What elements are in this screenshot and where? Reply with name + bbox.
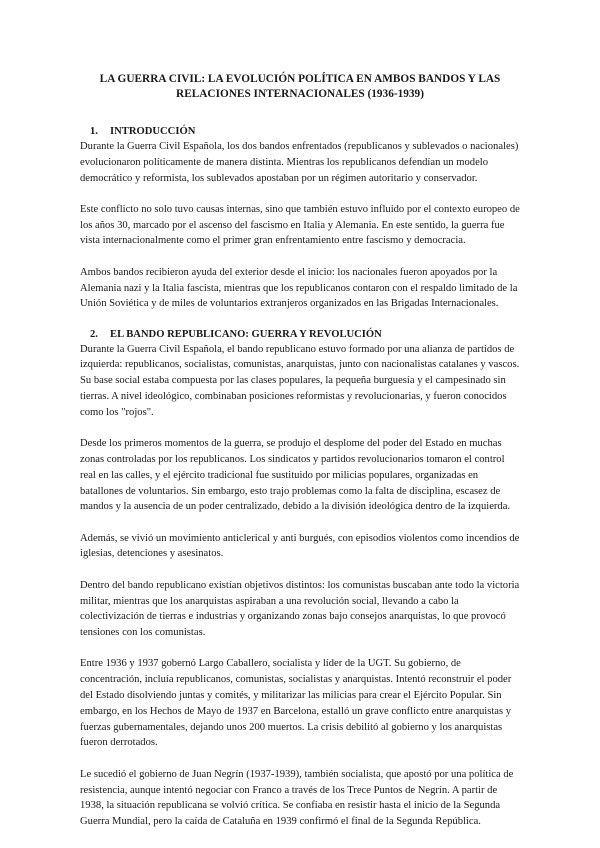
section-title: INTRODUCCIÓN [110, 126, 196, 137]
paragraph: Durante la Guerra Civil Española, los dos bandos enfrentados (republicanos y sublevados o nacionales) evolucionaron políticamente de manera distinta. Mientras los republicanos defendían un modelo democrático y reformista, los sublevados apostaban por un régimen autoritario y conservador. [80, 141, 519, 184]
section-heading [80, 328, 520, 342]
section-introduccion [80, 125, 520, 312]
paragraph: Le sucedió el gobierno de Juan Negrín (1937-1939), también socialista, que apostó por una política de resistencia, aunque intentó negociar con Franco a través de los Trece Puntos de Negrín. A partir de 1938, la situación republicana se volvió crítica. Se confiaba en resistir hasta el inicio de la Segunda Guerra Mundial, pero la caída de Cataluña en 1939 confirmó el final de la Segunda República. [80, 768, 514, 828]
document-title: LA GUERRA CIVIL: LA EVOLUCIÓN POLÍTICA EN AMBOS BANDOS Y LAS RELACIONES INTERNACIONALES (1936-1939) [99, 73, 501, 100]
section-title: EL BANDO REPUBLICANO: GUERRA Y REVOLUCIÓN [110, 328, 382, 340]
paragraph: Desde los primeros momentos de la guerra, se produjo el desplome del poder del Estado en muchas zonas controladas por los republicanos. Los sindicatos y partidos revolucionarios tomaron el control real en las calles, y el ejército tradicional fue sustituido por milicias populares, organizadas en batallones de voluntarios. Sin embargo, esto trajo problemas como la falta de disciplina, escasez de mandos y la ausencia de un poder centralizado, debido a la división ideológica dentro de la izquierda. [80, 438, 511, 513]
section-number: 2. [90, 328, 98, 340]
paragraph: Este conflicto no solo tuvo causas internas, sino que también estuvo influido por el contexto europeo de los años 30, marcado por el ascenso del fascismo en Italia y Alemania. En este sentido, la guerra fue vista internacionalmente como el primer gran enfrentamiento entre fascismo y democracia. [80, 203, 520, 247]
paragraph: Entre 1936 y 1937 gobernó Largo Caballero, socialista y líder de la UGT. Su gobierno, de concentración, incluía republicanos, comunistas, socialistas y anarquistas. Intentó reconstruir el poder del Estado disolviendo juntas y comités, y militarizar las milicias para crear el Ejército Popular. Sin embargo, en los Hechos de Mayo de 1937 en Barcelona, estalló un grave conflicto entre anarquistas y fuerzas gubernamentales, dejando unos 200 muertos. La crisis debilitó al gobierno y los anarquistas fueron derrotados. [80, 658, 512, 749]
paragraph: Ambos bandos recibieron ayuda del exterior desde el inicio: los nacionales fueron apoyados por la Alemania nazi y la Italia fascista, mientras que los republicanos contaron con el respaldo limitado de la Unión Soviética y de miles de voluntarios extranjeros organizados en las Brigadas Internacionales. [80, 266, 518, 310]
section-heading [80, 125, 520, 139]
section-bando-republicano [80, 328, 520, 830]
section-number: 1. [90, 126, 98, 137]
paragraph: Dentro del bando republicano existían objetivos distintos: los comunistas buscaban ante todo la victoria militar, mientras que los anarquistas aspiraban a una revolución social, llevando a cabo la colectivización de tierras e industrias y organizando zonas bajo consejos anarquistas, lo que provocó tensiones con los comunistas. [80, 579, 520, 639]
paragraph: Durante la Guerra Civil Española, el bando republicano estuvo formado por una alianza de partidos de izquierda: republicanos, socialistas, comunistas, anarquistas, junto con nacionalistas catalanes y vascos. Su base social estaba compuesta por las clases populares, la pequeña burguesía y el campesinado sin tierras. A nivel ideológico, combinaban posiciones reformistas y revolucionarias, y fueron conocidos como los "rojos". [80, 343, 520, 418]
paragraph: Además, se vivió un movimiento anticlerical y anti burgués, con episodios violentos como incendios de iglesias, detenciones y asesinatos. [80, 532, 520, 560]
